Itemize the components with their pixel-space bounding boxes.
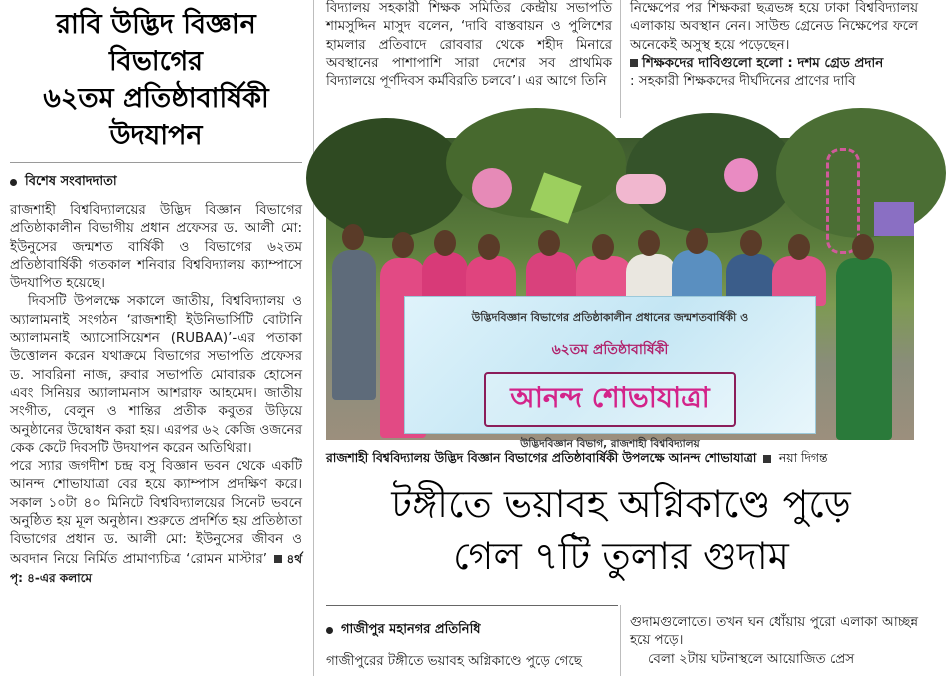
headline-line: ৬২তম প্রতিষ্ঠাবার্ষিকী [43,83,269,114]
paragraph: রাজশাহী বিশ্ববিদ্যালয়ের উদ্ভিদ বিজ্ঞান বিভাগের প্রতিষ্ঠাকালীন বিভাগীয় প্রধান প্রফেসর ড. আলী মো: ইউনুসের জন্মশত বার্ষিকী ও বিভাগের ৬২তম প্রতিষ্ঠাবার্ষিকী গতকাল শনিবার বিশ্ববিদ্যালয় ক্যাম্পাসে উদযাপিত হয়েছে। [10,203,302,292]
column-rule [313,0,314,676]
fire-story-col2: গুদামগুলোতে। তখন ঘন ধোঁয়ায় পুরো এলাকা আচ্ছন্ন হয়ে পড়ে। বেলা ২টায় ঘটনাস্থলে আয়োজিত প্রেস [630,615,918,667]
column-rule [620,0,621,118]
fire-story-col1: গাজীপুর মহানগর প্রতিনিধি গাজীপুরের টঙ্গীতে ভয়াবহ অগ্নিকাণ্ডে পুড়ে গেছে [326,620,612,671]
headline-line: রাবি উদ্ভিদ বিজ্ঞান বিভাগের [56,9,256,77]
left-headline [10,6,302,154]
square-icon [274,555,282,563]
byline: গাজীপুর মহানগর প্রতিনিধি [326,620,612,641]
bullet-icon [10,179,17,186]
photo-caption: রাজশাহী বিশ্ববিদ্যালয় উদ্ভিদ বিজ্ঞান বিভাগের প্রতিষ্ঠাবার্ষিকী উপলক্ষে আনন্দ শোভাযাত্রা নয়া দিগন্ত [326,451,828,465]
top-right-column: নিক্ষেপের পর শিক্ষকরা ছত্রভঙ্গ হয়ে ঢাকা বিশ্ববিদ্যালয় এলাকায় অবস্থান নেন। সাউন্ড গ্রেনেড নিক্ষেপের ফলে অনেকেই অসুস্থ হয়ে পড়েছেন। শিক্ষকদের দাবিগুলো হলো : দশম গ্রেড প্রদান : সহকারী শিক্ষকদের দীর্ঘদিনের প্রাণের দাবি [630,0,918,91]
photo-credit: নয়া দিগন্ত [778,451,828,465]
column-rule [620,605,621,676]
top-middle-column: বিদ্যালয় সহকারী শিক্ষক সমিতির কেন্দ্রীয় সভাপতি শামসুদ্দিন মাসুদ বলেন, ‘দাবি বাস্তবায়ন ও পুলিশের হামলার প্রতিবাদে রোববার থেকে শহীদ মিনারে অবস্থানের পাশাপাশি সারা দেশের সব প্রাথমিক বিদ্যালয়ে পূর্ণদিবস কর্মবিরতি চলবে’। এর আগে তিনি [326,1,612,90]
subtext: : সহকারী শিক্ষকদের দীর্ঘদিনের প্রাণের দাবি [630,74,856,90]
rally-banner: উদ্ভিদবিজ্ঞান বিভাগের প্রতিষ্ঠাকালীন প্রধানের জন্মশতবার্ষিকী ও ৬২তম প্রতিষ্ঠাবার্ষিকী আনন্দ শোভাযাত্রা উদ্ভিদবিজ্ঞান বিভাগ, রাজশাহী বিশ্ববিদ্যালয় [404,296,816,434]
subhead: শিক্ষকদের দাবিগুলো হলো : দশম গ্রেড প্রদান [630,55,918,73]
bullet-icon [326,627,333,634]
left-story [10,6,302,588]
paragraph: পরে স্যার জগদীশ চন্দ্র বসু বিজ্ঞান ভবন থেকে একটি আনন্দ শোভাযাত্রা বের হয়ে ক্যাম্পাস প্রদক্ষিণ করে। সকাল ১০টা ৪০ মিনিটে বিশ্ববিদ্যালয়ের সিনেট ভবনে অনুষ্ঠিত হয় মূল অনুষ্ঠান। শুরুতে প্রদর্শিত হয় প্রতিষ্ঠাতা বিভাগের প্রধান ড. আলী মো: ইউনুসের জীবন ও অবদান নিয়ে নির্মিত প্রামাণ্যচিত্র ‘রোমন মাস্টার’ [10,459,302,567]
square-icon [630,59,638,67]
headline-line: উদযাপন [109,120,203,151]
paragraph: দিবসটি উপলক্ষে সকালে জাতীয়, বিশ্ববিদ্যালয় ও অ্যালামনাই সংগঠন ‘রাজশাহী ইউনিভার্সিটি বোটানি অ্যালামনাই অ্যাসোসিয়েশন (RUBAA)’-এর পতাকা উত্তোলন করেন যথাক্রমে বিভাগের সভাপতি প্রফেসর ড. সাবরিনা নাজ, রুবার সভাপতি মোবারক হোসেন এবং সিনিয়র অ্যালামনাস আশরাফ আহমেদ। জাতীয় সংগীত, বেলুন ও শান্তির প্রতীক কবুতর উড়িয়ে অনুষ্ঠানের উদ্বোধন করা হয়। এরপর ৬২ কেজি ওজনের কেক কেটে দিবসটি উদযাপন করেন অতিথিরা। [10,294,302,456]
byline: বিশেষ সংবাদদাতা [10,172,302,193]
square-icon [763,455,771,463]
left-story-body [10,202,302,588]
fire-headline: টঙ্গীতে ভয়াবহ অগ্নিকাণ্ডে পুড়ে গেল ৭টি তুলার গুদাম [391,482,851,578]
rally-photo [326,138,914,450]
continued-jump[interactable]: ৪র্থ পৃ: ৪-এর কলামে [10,551,303,585]
